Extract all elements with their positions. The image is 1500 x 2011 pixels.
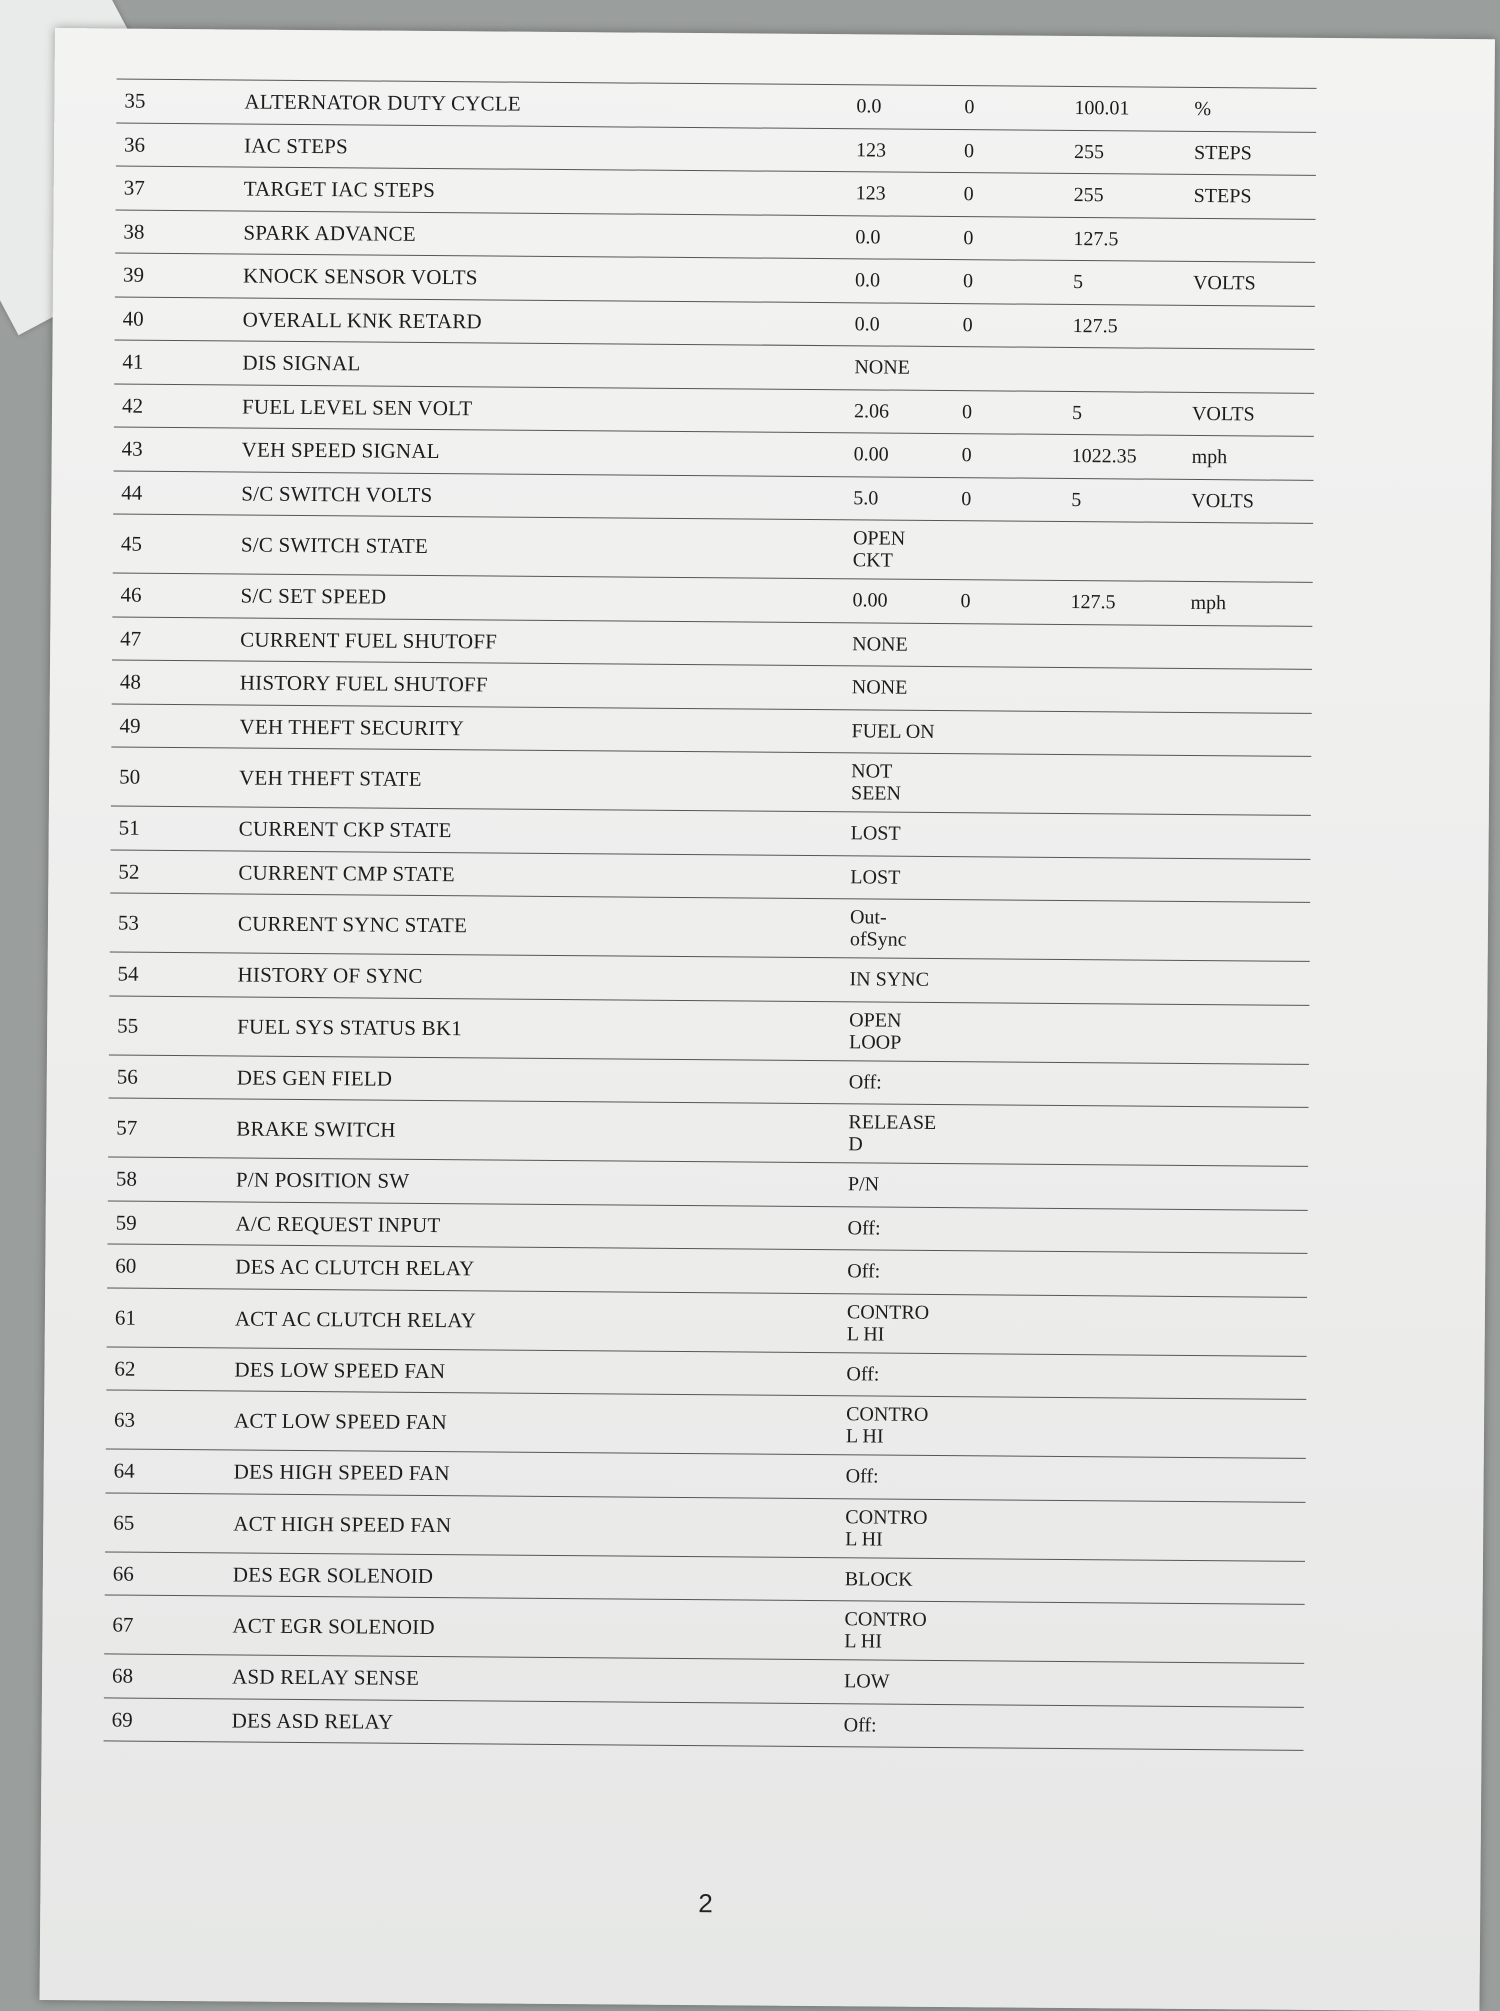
parameter-name: S/C SET SPEED: [240, 583, 387, 609]
max-value: 127.5: [1070, 591, 1116, 614]
min-value: 0: [964, 96, 975, 119]
parameter-value: Out- ofSync: [849, 906, 907, 951]
min-value: 0: [963, 183, 974, 206]
min-value: 0: [962, 270, 974, 293]
max-value: 5: [1071, 488, 1082, 511]
parameter-value: CONTRO L HI: [845, 1505, 928, 1551]
row-number: 54: [117, 961, 139, 986]
min-value: 0: [963, 139, 975, 162]
row-number: 65: [113, 1510, 135, 1535]
parameter-name: CURRENT CMP STATE: [238, 860, 455, 886]
row-number: 47: [120, 626, 142, 651]
unit-label: STEPS: [1193, 141, 1252, 165]
parameter-name: ASD RELAY SENSE: [231, 1664, 420, 1691]
parameter-name: HISTORY OF SYNC: [237, 962, 423, 989]
parameter-name: A/C REQUEST INPUT: [235, 1211, 441, 1237]
table-row: [110, 893, 1310, 961]
row-number: 48: [119, 669, 141, 694]
parameter-name: VEH THEFT SECURITY: [239, 714, 465, 740]
table-row: [108, 1098, 1308, 1166]
parameter-value: Off:: [845, 1465, 879, 1488]
parameter-name: ACT LOW SPEED FAN: [233, 1408, 448, 1435]
parameter-value: LOST: [850, 866, 901, 889]
table-row: [113, 514, 1313, 582]
parameter-value: 5.0: [853, 487, 879, 510]
parameter-value: 123: [855, 182, 886, 205]
row-number: 62: [114, 1356, 136, 1381]
max-value: 255: [1073, 184, 1104, 207]
parameter-value: LOST: [850, 822, 901, 845]
parameter-value: Off:: [846, 1363, 880, 1386]
row-number: 39: [122, 262, 145, 287]
max-value: 5: [1072, 271, 1084, 294]
unit-label: %: [1194, 98, 1212, 121]
parameter-name: VEH SPEED SIGNAL: [241, 437, 440, 464]
row-number: 41: [122, 349, 144, 374]
row-number: 50: [119, 764, 141, 789]
row-number: 51: [118, 815, 140, 840]
unit-label: VOLTS: [1191, 489, 1255, 513]
parameter-name: OVERALL KNK RETARD: [242, 307, 482, 334]
row-number: 58: [115, 1166, 138, 1191]
row-number: 61: [114, 1305, 136, 1330]
max-value: 255: [1073, 140, 1105, 163]
row-number: 53: [117, 910, 140, 935]
table-row: [104, 1595, 1304, 1663]
parameter-name: ACT HIGH SPEED FAN: [233, 1510, 452, 1537]
parameter-name: CURRENT FUEL SHUTOFF: [240, 627, 498, 654]
parameter-value: NOT SEEN: [850, 760, 902, 805]
parameter-name: S/C SWITCH VOLTS: [241, 481, 433, 507]
row-number: 66: [112, 1561, 134, 1586]
parameter-name: HISTORY FUEL SHUTOFF: [239, 670, 488, 697]
parameter-value: P/N: [847, 1173, 880, 1196]
page-number: 2: [698, 1888, 713, 1919]
row-number: 69: [111, 1707, 133, 1732]
parameter-value: CONTRO L HI: [844, 1608, 927, 1653]
row-number: 67: [112, 1612, 134, 1637]
row-number: 52: [118, 859, 140, 884]
parameter-name: DES EGR SOLENOID: [232, 1562, 434, 1588]
row-number: 46: [120, 582, 142, 607]
max-value: 127.5: [1072, 314, 1118, 338]
parameter-value: CONTRO L HI: [846, 1300, 930, 1346]
parameter-name: FUEL LEVEL SEN VOLT: [241, 394, 473, 421]
parameter-value: FUEL ON: [851, 720, 935, 743]
unit-label: STEPS: [1193, 185, 1252, 208]
table-row: [109, 996, 1309, 1064]
parameter-name: IAC STEPS: [243, 133, 349, 159]
parameter-name: SPARK ADVANCE: [243, 220, 416, 246]
row-number: 36: [123, 132, 146, 157]
parameter-value: CONTRO L HI: [845, 1403, 929, 1448]
table-row: [104, 1698, 1304, 1751]
parameter-value: BLOCK: [844, 1568, 913, 1591]
row-number: 49: [119, 713, 141, 738]
parameter-value: Off:: [848, 1071, 882, 1094]
unit-label: VOLTS: [1192, 272, 1256, 295]
parameter-name: DES AC CLUTCH RELAY: [235, 1254, 475, 1281]
min-value: 0: [961, 444, 972, 467]
row-number: 64: [113, 1458, 135, 1483]
max-value: 1022.35: [1071, 445, 1137, 468]
row-number: 43: [121, 436, 143, 461]
printed-page: [40, 28, 1495, 2011]
row-number: 56: [116, 1064, 138, 1089]
parameter-value: OPEN CKT: [852, 527, 906, 572]
parameter-value: 123: [855, 139, 887, 162]
row-number: 44: [121, 480, 143, 505]
parameter-name: DES HIGH SPEED FAN: [233, 1459, 450, 1486]
max-value: 100.01: [1074, 97, 1130, 120]
max-value: 127.5: [1073, 227, 1119, 251]
parameter-value: 0.0: [855, 226, 881, 249]
parameter-name: ACT EGR SOLENOID: [232, 1613, 435, 1640]
unit-label: mph: [1190, 592, 1227, 615]
parameter-value: IN SYNC: [849, 968, 930, 992]
min-value: 0: [961, 487, 972, 510]
row-number: 37: [123, 175, 145, 200]
row-number: 55: [117, 1013, 139, 1038]
table-row: [105, 1493, 1305, 1561]
table-row: [107, 1288, 1307, 1356]
parameter-value: 0.00: [852, 589, 888, 612]
parameter-name: VEH THEFT STATE: [239, 765, 422, 791]
parameter-name: ALTERNATOR DUTY CYCLE: [244, 89, 521, 116]
parameter-name: S/C SWITCH STATE: [240, 532, 429, 558]
parameter-name: ACT AC CLUTCH RELAY: [234, 1305, 477, 1332]
row-number: 42: [121, 393, 144, 418]
parameter-value: NONE: [851, 676, 908, 699]
row-number: 57: [116, 1115, 138, 1140]
unit-label: VOLTS: [1191, 402, 1255, 426]
unit-label: mph: [1191, 446, 1228, 469]
parameter-value: 0.0: [854, 313, 880, 336]
table-row: [106, 1390, 1306, 1458]
parameter-value: 2.06: [853, 400, 890, 423]
parameter-value: RELEASE D: [848, 1111, 937, 1156]
parameter-name: BRAKE SWITCH: [236, 1116, 396, 1142]
row-number: 60: [115, 1253, 137, 1278]
parameter-name: DES GEN FIELD: [236, 1065, 393, 1091]
parameter-name: P/N POSITION SW: [235, 1167, 410, 1194]
min-value: 0: [962, 313, 973, 336]
min-value: 0: [963, 226, 974, 249]
parameter-value: Off:: [843, 1713, 877, 1737]
parameter-name: TARGET IAC STEPS: [243, 176, 436, 203]
row-number: 40: [122, 306, 144, 331]
table-row: [111, 747, 1311, 815]
min-value: 0: [960, 590, 971, 613]
parameter-name: DES LOW SPEED FAN: [234, 1357, 446, 1383]
row-number: 38: [123, 219, 145, 244]
parameter-value: OPEN LOOP: [848, 1008, 902, 1054]
parameter-value: NONE: [854, 356, 910, 379]
parameter-name: CURRENT CKP STATE: [238, 816, 452, 843]
parameter-value: 0.0: [856, 95, 882, 118]
row-number: 59: [115, 1210, 137, 1235]
parameter-name: DES ASD RELAY: [231, 1708, 394, 1734]
parameter-value: Off:: [847, 1260, 881, 1283]
parameter-name: DIS SIGNAL: [242, 350, 361, 376]
min-value: 0: [961, 400, 973, 423]
parameter-name: FUEL SYS STATUS BK1: [237, 1013, 463, 1040]
row-number: 63: [113, 1407, 136, 1432]
row-number: 35: [124, 88, 146, 113]
parameter-name: CURRENT SYNC STATE: [237, 911, 468, 938]
parameter-value: NONE: [852, 633, 908, 656]
parameter-value: 0.00: [853, 443, 889, 466]
sensor-data-table: [104, 78, 1317, 1750]
max-value: 5: [1071, 401, 1083, 424]
parameter-value: LOW: [843, 1670, 890, 1693]
row-number: 45: [120, 531, 143, 556]
parameter-value: Off:: [847, 1217, 881, 1240]
row-number: 68: [111, 1663, 134, 1688]
parameter-name: KNOCK SENSOR VOLTS: [242, 263, 478, 290]
parameter-value: 0.0: [854, 269, 881, 292]
